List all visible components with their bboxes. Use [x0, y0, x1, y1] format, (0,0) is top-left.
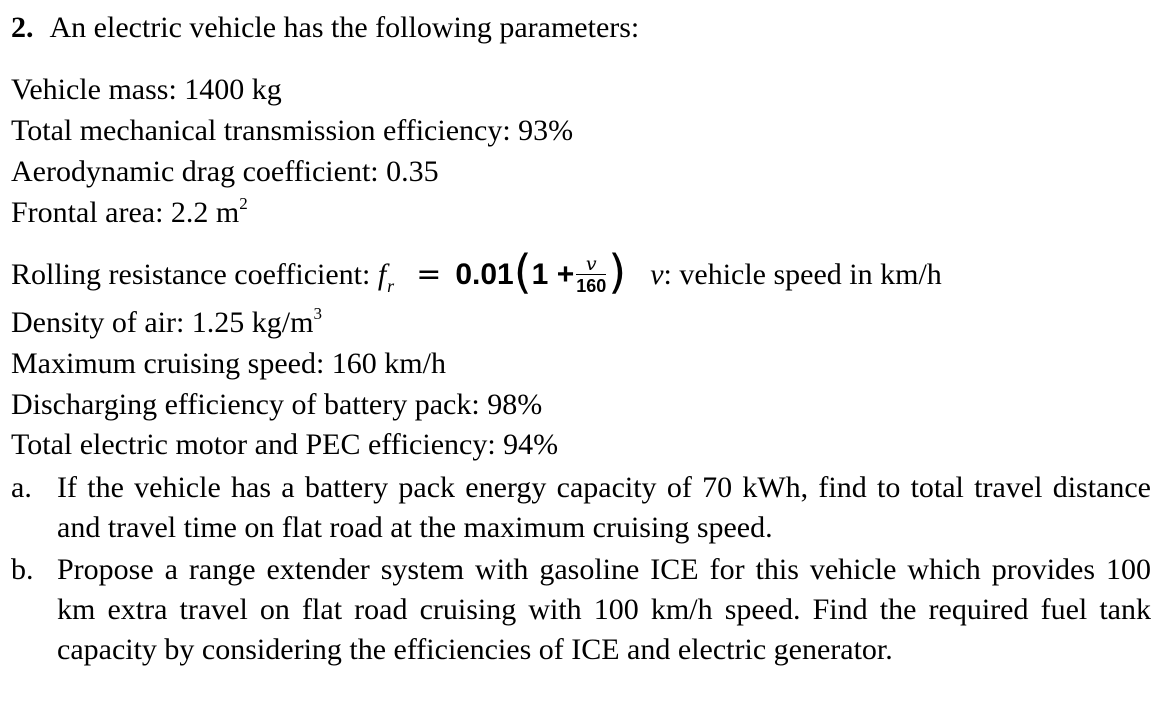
speed-variable-desc: : vehicle speed in km/h — [663, 258, 942, 291]
param-max-speed: Maximum cruising speed: 160 km/h — [11, 347, 446, 380]
rolling-symbol: f — [377, 258, 387, 291]
problem-number: 2. — [11, 11, 34, 44]
equals-sign: = — [416, 257, 442, 292]
fraction-denominator: 160 — [576, 275, 607, 296]
right-paren: ) — [608, 245, 627, 299]
problem-heading — [11, 8, 639, 48]
question-a — [11, 468, 1151, 548]
speed-fraction — [576, 254, 606, 297]
param-discharge-efficiency: Discharging efficiency of battery pack: 98% — [11, 388, 543, 421]
left-paren: ( — [513, 245, 532, 299]
param-vehicle-mass: Vehicle mass: 1400 kg — [11, 73, 282, 106]
question-b-text: Propose a range extender system with gasoline ICE for this vehicle which provides 100 km extra travel on flat road cruising with 100 km/h speed. Find the required fuel tank capacity by considering the efficiencies of ICE and electric generator. — [57, 553, 1151, 666]
rolling-coefficient: 0.01 — [455, 258, 514, 291]
frontal-area-text: Frontal area: 2.2 m — [11, 196, 240, 229]
question-a-text: If the vehicle has a battery pack energy capacity of 70 kWh, find to total travel distance and travel time on flat road at the maximum cruising speed. — [57, 471, 1151, 544]
question-b — [11, 550, 1151, 670]
param-drag-coefficient: Aerodynamic drag coefficient: 0.35 — [11, 155, 439, 188]
fraction-numerator: v — [576, 254, 606, 275]
air-density-text: Density of air: 1.25 kg/m — [11, 306, 314, 339]
param-frontal-area — [11, 193, 248, 233]
param-rolling-resistance — [11, 245, 942, 299]
param-air-density — [11, 303, 322, 343]
rolling-subscript: r — [387, 276, 395, 296]
speed-variable: v — [650, 258, 664, 291]
question-b-marker: b. — [11, 553, 34, 586]
param-transmission-efficiency: Total mechanical transmission efficiency: 93% — [11, 114, 574, 147]
rolling-label: Rolling resistance coefficient: — [11, 258, 378, 291]
air-density-exponent: 3 — [313, 304, 322, 323]
question-a-marker: a. — [11, 471, 32, 504]
frontal-area-exponent: 2 — [239, 194, 248, 213]
param-motor-efficiency: Total electric motor and PEC efficiency: 94% — [11, 428, 559, 461]
problem-intro: An electric vehicle has the following parameters: — [49, 11, 640, 44]
one-plus: 1 + — [531, 258, 575, 291]
speed-variable-note — [650, 258, 942, 291]
